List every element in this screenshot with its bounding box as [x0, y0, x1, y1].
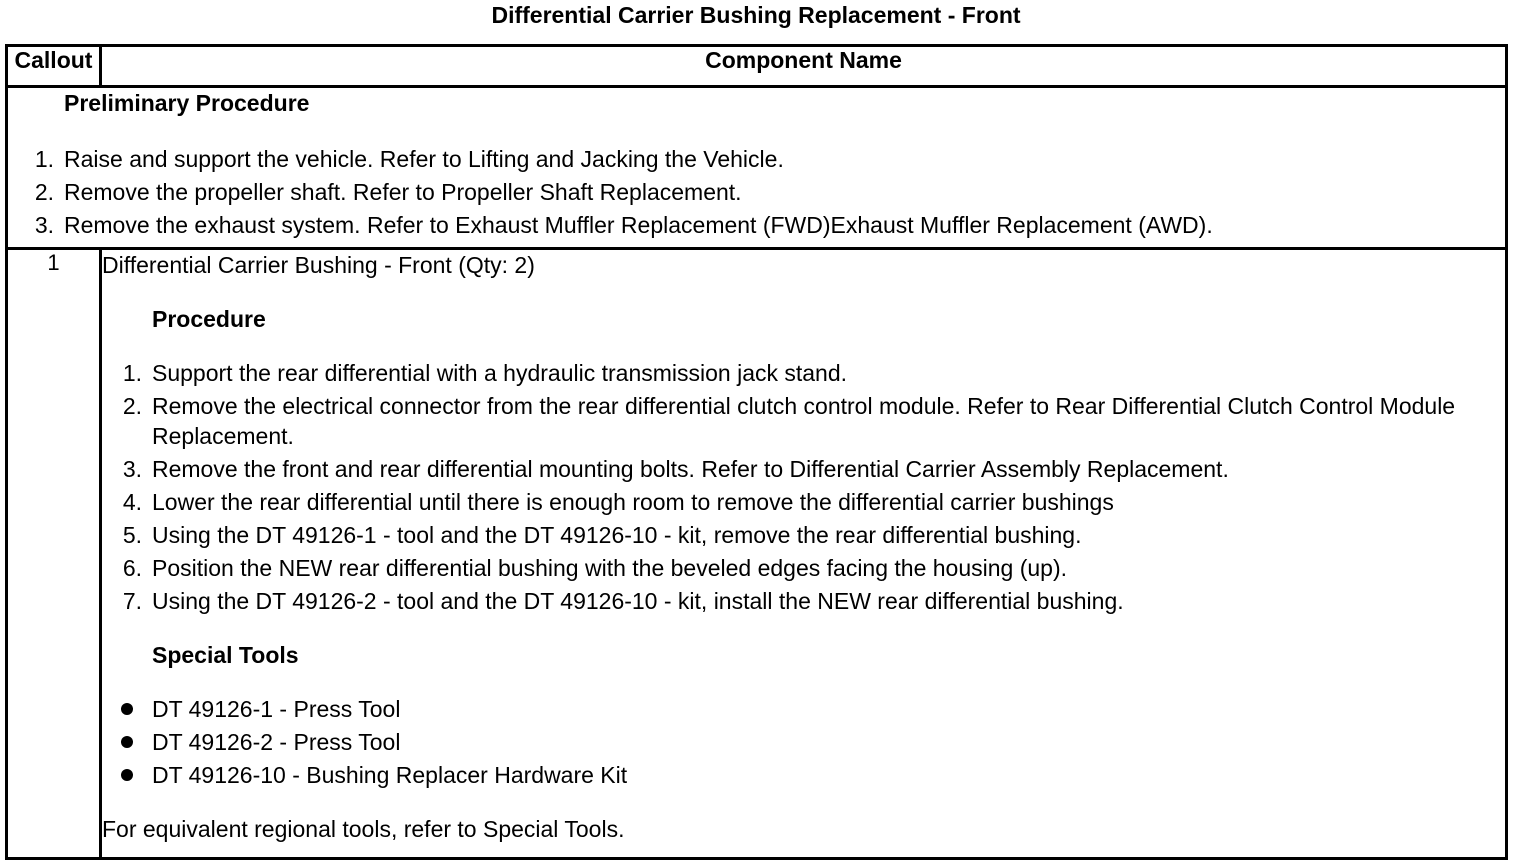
step-item [102, 454, 1505, 484]
step-text: Remove the propeller shaft. Refer to Propeller Shaft Replacement. [64, 179, 742, 205]
special-tool-text: DT 49126-2 - Press Tool [152, 729, 401, 755]
special-tool-text: DT 49126-1 - Press Tool [152, 696, 401, 722]
step-item [102, 391, 1505, 451]
step-text: Remove the front and rear differential mounting bolts. Refer to Differential Carrier Assembly Replacement. [152, 456, 1229, 482]
step-number: 2. [122, 393, 142, 419]
bullet-icon [121, 769, 133, 781]
procedure-heading: Procedure [152, 306, 266, 332]
step-item [102, 487, 1505, 517]
preliminary-row [7, 87, 1507, 249]
step-text: Support the rear differential with a hydraulic transmission jack stand. [152, 360, 848, 386]
preliminary-steps-list [8, 144, 1505, 240]
special-tool-item [102, 694, 1505, 724]
step-number: 3. [34, 212, 54, 238]
special-tool-item [102, 727, 1505, 757]
procedure-steps-list [102, 358, 1505, 616]
step-number: 6. [122, 555, 142, 581]
step-text: Remove the exhaust system. Refer to Exhaust Muffler Replacement (FWD)Exhaust Muffler Replacement (AWD). [64, 212, 1213, 238]
step-number: 1. [34, 146, 54, 172]
step-number: 7. [122, 588, 142, 614]
step-number: 5. [122, 522, 142, 548]
step-number: 2. [34, 179, 54, 205]
component-name: Differential Carrier Bushing - Front (Qty: 2) [102, 252, 535, 278]
bullet-icon [121, 703, 133, 715]
step-text: Position the NEW rear differential bushing with the beveled edges facing the housing (up). [152, 555, 1068, 581]
step-item [102, 520, 1505, 550]
table-header-row [7, 46, 1507, 87]
special-tool-item [102, 760, 1505, 790]
step-item [102, 586, 1505, 616]
step-item [102, 553, 1505, 583]
step-number: 3. [122, 456, 142, 482]
header-callout: Callout [7, 46, 101, 87]
step-text: Lower the rear differential until there is enough room to remove the differential carrier bushings [152, 489, 1114, 515]
step-number: 4. [122, 489, 142, 515]
header-component-name: Component Name [101, 46, 1507, 87]
step-text: Using the DT 49126-1 - tool and the DT 49126-10 - kit, remove the rear differential bushing. [152, 522, 1082, 548]
step-number: 1. [122, 360, 142, 386]
preliminary-procedure-cell [7, 87, 1507, 249]
step-item [8, 210, 1505, 240]
component-table [5, 44, 1508, 860]
preliminary-procedure-heading: Preliminary Procedure [64, 90, 310, 116]
special-tool-text: DT 49126-10 - Bushing Replacer Hardware Kit [152, 762, 628, 788]
step-item [8, 177, 1505, 207]
callout-number: 1 [7, 249, 101, 859]
table-row [7, 249, 1507, 859]
document-title: Differential Carrier Bushing Replacement - Front [491, 2, 1021, 28]
step-item [8, 144, 1505, 174]
special-tools-heading: Special Tools [152, 642, 299, 668]
step-text: Remove the electrical connector from the rear differential clutch control module. Refer to Rear Differential Clutch Control Module Replacement. [152, 393, 1456, 449]
regional-tools-note: For equivalent regional tools, refer to Special Tools. [102, 816, 625, 842]
bullet-icon [121, 736, 133, 748]
step-text: Raise and support the vehicle. Refer to Lifting and Jacking the Vehicle. [64, 146, 784, 172]
component-detail-cell [101, 249, 1507, 859]
special-tools-list [102, 694, 1505, 790]
step-text: Using the DT 49126-2 - tool and the DT 49126-10 - kit, install the NEW rear differential bushing. [152, 588, 1124, 614]
step-item [102, 358, 1505, 388]
